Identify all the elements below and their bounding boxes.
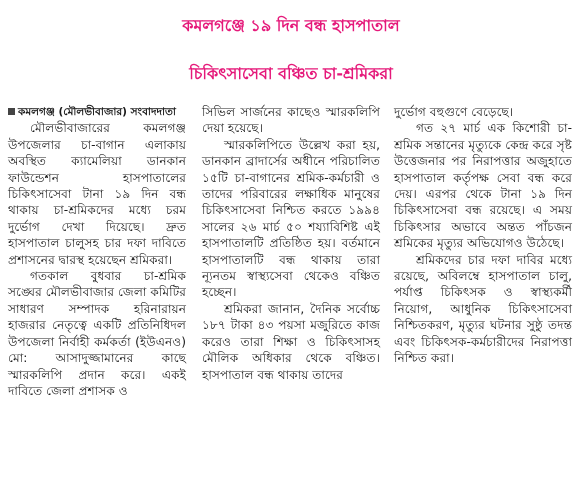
paragraph: গতকাল বুধবার চা-শ্রমিক সঙ্ঘের মৌলভীবাজার জেলা কমিটির সাধারণ সম্পাদক হরিনারায়ন হাজরার নেতৃত্বে একটি প্রতিনিধিদল উপজেলা নির্বাহী কর্মকর্তা (ইউএনও) মো: আসাদুজ্জামানের কাছে স্মারকলিপি প্রদান করে। একই দাবিতে জেলা প্রশাসক ও bbox=[8, 269, 186, 398]
headline-line-1: কমলগঞ্জে ১৯ দিন বন্ধ হাসপাতাল bbox=[182, 16, 400, 35]
dateline-text: কমলগঞ্জ (মৌলভীবাজার) সংবাদদাতা bbox=[18, 106, 176, 118]
headline-line-2: চিকিৎসাসেবা বঞ্চিত চা-শ্রমিকরা bbox=[189, 64, 393, 83]
paragraph: শ্রমিকদের চার দফা দাবির মধ্যে রয়েছে, অবিলম্বে হাসপাতাল চালু, পর্যাপ্ত চিকিৎসক ও স্বাস্থ্যকর্মী নিয়োগ, আধুনিক চিকিৎসাসেবা নিশ্চিতকরণ, মৃত্যুর ঘটনার সুষ্ঠু তদন্ত এবং চিকিৎসক-কর্মচারীদের নিরাপত্তা নিশ্চিত করা। bbox=[394, 252, 572, 366]
paragraph: গত ২৭ মার্চ এক কিশোরী চা-শ্রমিক সন্তানের মৃত্যুকে কেন্দ্র করে সৃষ্ট উত্তেজনার পর নিরাপত্তার অজুহাতে হাসপাতাল কর্তৃপক্ষ সেবা বন্ধ করে দেয়। এরপর থেকে টানা ১৯ দিন চিকিৎসাসেবা বন্ধ রয়েছে। এ সময় চিকিৎসার অভাবে অন্তত পাঁচজন শ্রমিকের মৃত্যুর অভিযোগও উঠেছে। bbox=[394, 121, 572, 251]
bullet-square-icon bbox=[8, 108, 15, 115]
paragraph: স্মারকলিপিতে উল্লেখ করা হয়, ডানকান ব্রাদার্সের অধীনে পরিচালিত ১৫টি চা-বাগানের শ্রমিক-কর্মচারী ও তাদের পরিবারের লক্ষাধিক মানুষের চিকিৎসাসেবা নিশ্চিত করতে ১৯৯৪ সালের ২৬ মার্চ ৫০ শয্যাবিশিষ্ট এই হাসপাতালটি প্রতিষ্ঠিত হয়। বর্তমানে হাসপাতালটি বন্ধ থাকায় তারা ন্যূনতম স্বাস্থ্যসেবা থেকেও বঞ্চিত হচ্ছেন। bbox=[202, 137, 380, 300]
article-column-3 bbox=[394, 104, 572, 367]
dateline bbox=[8, 104, 186, 120]
article-column-2 bbox=[202, 104, 380, 383]
paragraph: সিভিল সার্জনের কাছেও স্মারকলিপি দেয়া হয়েছে। bbox=[202, 105, 380, 136]
article-column-1 bbox=[8, 104, 186, 399]
paragraph: শ্রমিকরা জানান, দৈনিক সর্বোচ্চ ১৮৭ টাকা ৪৩ পয়সা মজুরিতে কাজ করেও তারা শিক্ষা ও চিকিৎসাসহ মৌলিক অধিকার থেকে বঞ্চিত। হাসপাতাল বন্ধ থাকায় তাদের bbox=[202, 301, 380, 382]
paragraph: মৌলভীবাজারের কমলগঞ্জ উপজেলার চা-বাগান এলাকায় অবস্থিত ক্যামেলিয়া ডানকান ফাউন্ডেশন হাসপাতালের চিকিৎসাসেবা টানা ১৯ দিন বন্ধ থাকায় চা-শ্রমিকদের মধ্যে চরম দুর্ভোগ দেখা দিয়েছে। দ্রুত হাসপাতাল চালুসহ চার দফা দাবিতে প্রশাসনের দ্বারস্থ হয়েছেন শ্রমিকরা। bbox=[8, 121, 186, 267]
paragraph: দুর্ভোগ বহুগুণে বেড়েছে। bbox=[394, 105, 514, 119]
